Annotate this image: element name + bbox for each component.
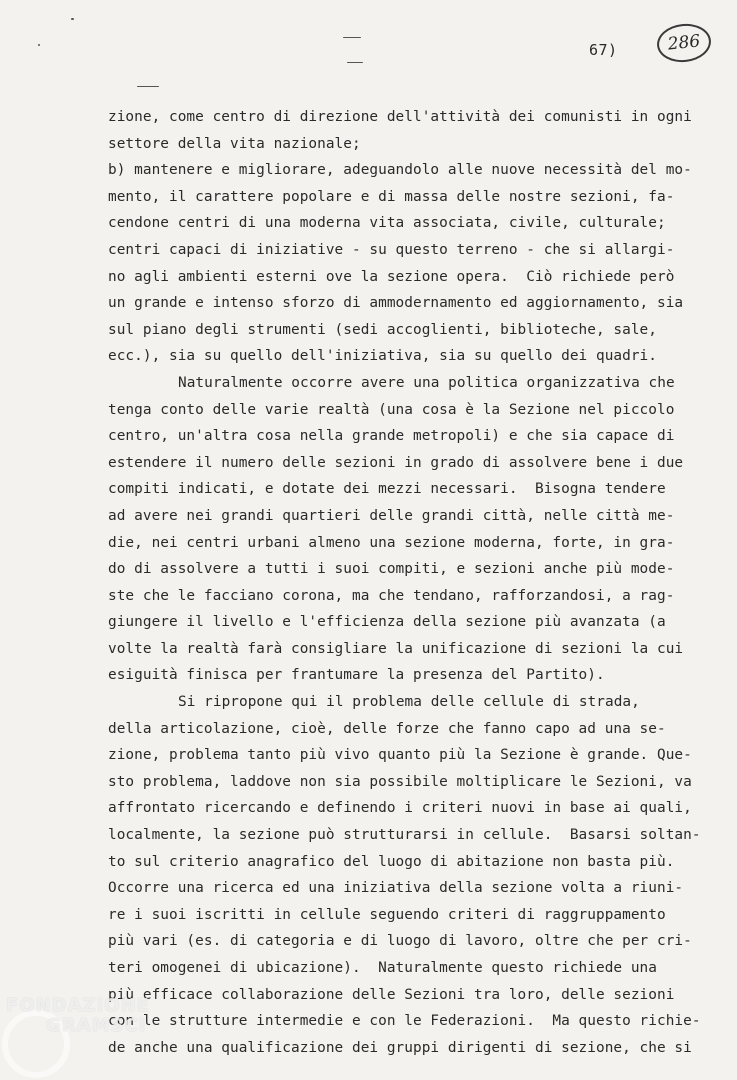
text-line: Naturalmente occorre avere una politica organizzativa che	[178, 374, 675, 391]
text-line: affrontato ricercando e definendo i criteri nuovi in base ai quali,	[108, 800, 692, 817]
typed-text-body	[108, 104, 701, 1061]
text-line: b) mantenere e migliorare, adeguandolo alle nuove necessità del mo-	[108, 162, 692, 179]
text-line: mento, il carattere popolare e di massa delle nostre sezioni, fa-	[108, 188, 675, 205]
text-line: della articolazione, cioè, delle forze che fanno capo ad una se-	[108, 720, 666, 737]
text-line: de anche una qualificazione dei gruppi dirigenti di sezione, che si	[108, 1039, 692, 1056]
scan-speck	[347, 62, 363, 63]
text-line: zione, come centro di direzione dell'attività dei comunisti in ogni	[108, 109, 692, 125]
text-line: volte la realtà farà consigliare la unificazione di sezioni la cui	[108, 640, 684, 657]
text-line: ste che le facciano corona, ma che tendano, rafforzandosi, a rag-	[108, 587, 675, 604]
text-line: ad avere nei grandi quartieri delle grandi città, nelle città me-	[108, 507, 675, 524]
text-line: to sul criterio anagrafico del luogo di abitazione non basta più.	[108, 853, 675, 870]
text-line: più vari (es. di categoria e di luogo di lavoro, oltre che per cri-	[108, 933, 692, 950]
text-line: no agli ambienti esterni ove la sezione opera. Ciò richiede però	[108, 268, 675, 285]
text-line: giungere il livello e l'efficienza della sezione più avanzata (a	[108, 614, 666, 631]
watermark-line: FONDAZIONE	[6, 995, 150, 1016]
text-line: estendere il numero delle sezioni in grado di assolvere bene i due	[108, 454, 684, 471]
text-line: sul piano degli strumenti (sedi accoglienti, biblioteche, sale,	[108, 321, 657, 338]
page-number: 67)	[589, 41, 618, 59]
text-line: tenga conto delle varie realtà (una cosa è la Sezione nel piccolo	[108, 401, 675, 418]
text-line: sto problema, laddove non sia possibile moltiplicare le Sezioni, va	[108, 773, 692, 790]
text-line: settore della vita nazionale;	[108, 135, 361, 152]
watermark	[6, 996, 150, 1036]
text-line: un grande e intenso sforzo di ammodernamento ed aggiornamento, sia	[108, 295, 684, 312]
text-line: più efficace collaborazione delle Sezioni tra loro, delle sezioni	[108, 986, 675, 1003]
watermark-line: GRAMSCI	[46, 1015, 147, 1036]
scan-speck	[137, 86, 159, 87]
text-line: zione, problema tanto più vivo quanto più la Sezione è grande. Que-	[108, 747, 692, 764]
text-line: con le strutture intermedie e con le Federazioni. Ma questo richie-	[108, 1013, 701, 1030]
text-line: do di assolvere a tutti i suoi compiti, e sezioni anche più mode-	[108, 561, 675, 578]
text-line: die, nei centri urbani almeno una sezione moderna, forte, in gra-	[108, 534, 675, 551]
text-line: localmente, la sezione può strutturarsi in cellule. Basarsi soltan-	[108, 827, 701, 844]
text-line: centri capaci di iniziative - su questo terreno - che si allargi-	[108, 241, 675, 258]
text-line: centro, un'altra cosa nella grande metropoli) e che sia capace di	[108, 428, 675, 445]
scan-speck	[343, 37, 361, 38]
archive-number-stamp: 286	[655, 21, 713, 64]
text-line: re i suoi iscritti in cellule seguendo criteri di raggruppamento	[108, 906, 666, 923]
text-line: ecc.), sia su quello dell'iniziativa, sia su quello dei quadri.	[108, 348, 657, 365]
text-line: esiguità finisca per frantumare la presenza del Partito).	[108, 667, 605, 684]
text-line: cendone centri di una moderna vita associata, civile, culturale;	[108, 215, 666, 232]
text-line: Si ripropone qui il problema delle cellule di strada,	[178, 694, 640, 711]
scan-speck	[38, 44, 40, 46]
scan-speck	[71, 18, 74, 20]
text-line: Occorre una ricerca ed una iniziativa della sezione volta a riuni-	[108, 880, 684, 897]
text-line: compiti indicati, e dotate dei mezzi necessari. Bisogna tendere	[108, 481, 666, 498]
text-line: teri omogenei di ubicazione). Naturalmente questo richiede una	[108, 960, 657, 976]
